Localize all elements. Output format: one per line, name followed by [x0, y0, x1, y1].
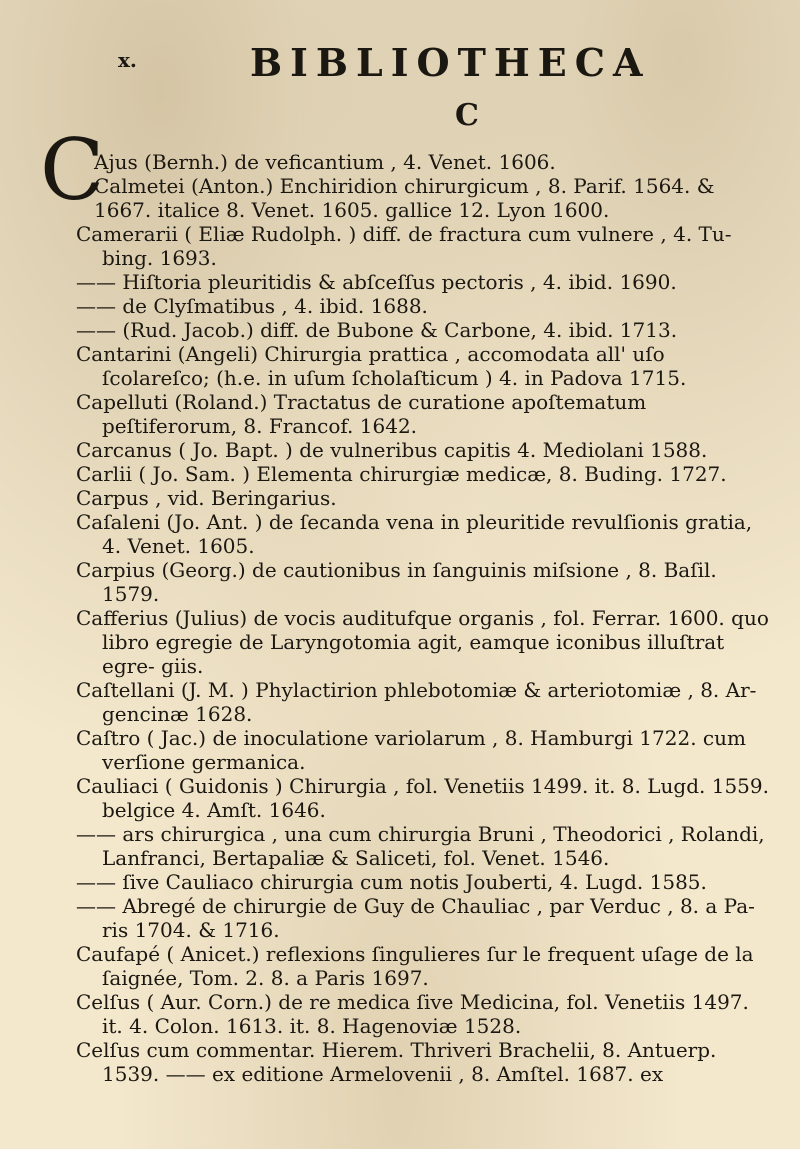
page-header	[0, 40, 800, 85]
entry: Cantarini (Angeli) Chirurgia prattica , accomodata all' uſo ſcolareſco; (h.e. in uſum ſcholaſticum ) 4. in Padova 1715.	[76, 342, 687, 390]
entry: Caufapé ( Anicet.) reflexions ſingulieres ſur le frequent uſage de la ſaignée, Tom. 2. 8. a Paris 1697.	[76, 942, 754, 990]
entry: Cafferius (Julius) de vocis auditufque organis , fol. Ferrar. 1600. quo libro egregie de Laryngotomia agit, eamque iconibus illuſtrat egre- giis.	[76, 606, 769, 678]
page-title: BIBLIOTHECA	[250, 40, 651, 85]
section-letter: C	[455, 98, 479, 133]
entry: —— de Clyſmatibus , 4. ibid. 1688.	[76, 294, 428, 318]
entry: Carlii ( Jo. Sam. ) Elementa chirurgiæ medicæ, 8. Buding. 1727.	[76, 462, 727, 486]
bibliography-entries	[76, 150, 776, 1086]
entry: Caſtro ( Jac.) de inoculatione variolarum , 8. Hamburgi 1722. cum verſione germanica.	[76, 726, 746, 774]
entry: Capelluti (Roland.) Tractatus de curatione apoſtematum peſtiferorum, 8. Francof. 1642.	[76, 390, 647, 438]
entry: —— Hiſtoria pleuritidis & abſceſſus pectoris , 4. ibid. 1690.	[76, 270, 677, 294]
entry: Celſus cum commentar. Hierem. Thriveri Brachelii, 8. Antuerp. 1539. —— ex editione Armelovenii , 8. Amſtel. 1687. ex	[76, 1038, 717, 1086]
entry: —— ſive Cauliaco chirurgia cum notis Jouberti, 4. Lugd. 1585.	[76, 870, 707, 894]
entry: Cauliaci ( Guidonis ) Chirurgia , fol. Venetiis 1499. it. 8. Lugd. 1559. belgice 4. Amſt. 1646.	[76, 774, 769, 822]
entry: Caſaleni (Jo. Ant. ) de ſecanda vena in pleuritide revulſionis gratia, 4. Venet. 1605.	[76, 510, 753, 558]
entry: Caſtellani (J. M. ) Phylactirion phlebotomiæ & arteriotomiæ , 8. Ar- gencinæ 1628.	[76, 678, 757, 726]
entry: —— Abregé de chirurgie de Guy de Chauliac , par Verduc , 8. a Pa- ris 1704. & 1716.	[76, 894, 755, 942]
entry: —— ars chirurgica , una cum chirurgia Bruni , Theodorici , Rolandi, Lanfranci, Bertapaliæ & Saliceti, fol. Venet. 1546.	[76, 822, 765, 870]
entry: Calmetei (Anton.) Enchiridion chirurgicum , 8. Parif. 1564. & 1667. italice 8. Venet. 1605. gallice 12. Lyon 1600.	[94, 174, 715, 222]
entry: Camerarii ( Eliæ Rudolph. ) diff. de fractura cum vulnere , 4. Tu- bing. 1693.	[76, 222, 732, 270]
entry: Celſus ( Aur. Corn.) de re medica ſive Medicina, fol. Venetiis 1497. it. 4. Colon. 1613. it. 8. Hagenoviæ 1528.	[76, 990, 749, 1038]
entry: Ajus (Bernh.) de veficantium , 4. Venet. 1606.	[94, 150, 556, 174]
entry: Carpius (Georg.) de cautionibus in ſanguinis miſsione , 8. Baſil. 1579.	[76, 558, 717, 606]
drop-capital: C	[40, 121, 105, 219]
entry: —— (Rud. Jacob.) diff. de Bubone & Carbone, 4. ibid. 1713.	[76, 318, 678, 342]
page-mark: x.	[118, 48, 137, 72]
entry: Carcanus ( Jo. Bapt. ) de vulneribus capitis 4. Mediolani 1588.	[76, 438, 708, 462]
entry: Carpus , vid. Beringarius.	[76, 486, 337, 510]
